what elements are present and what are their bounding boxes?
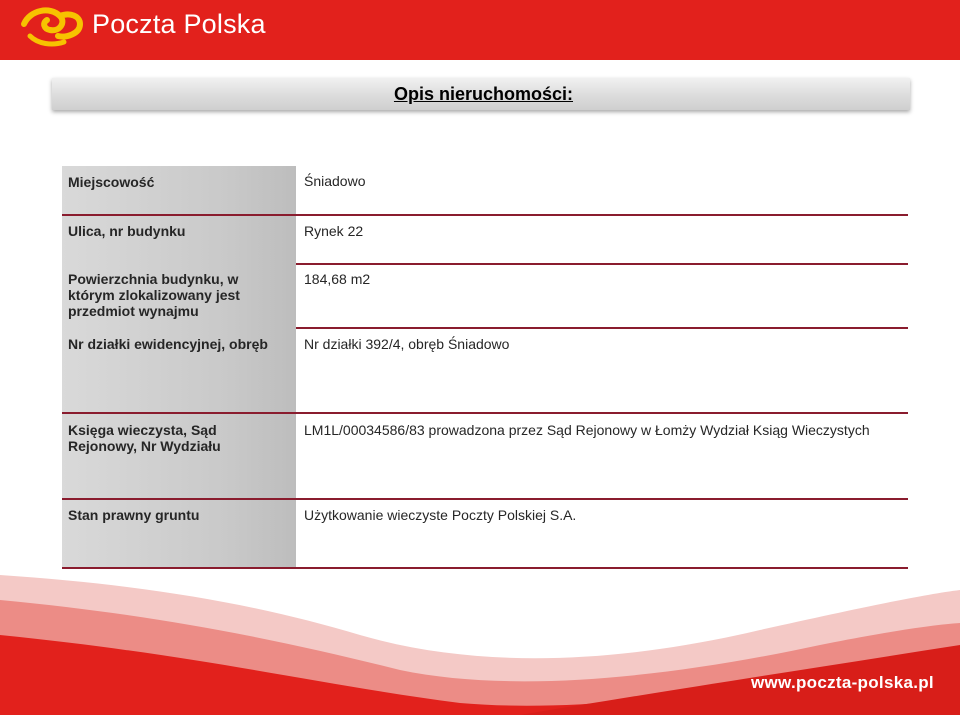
- row-separator: [62, 567, 908, 569]
- footer-url-link[interactable]: www.poczta-polska.pl: [751, 673, 934, 692]
- header-bar: [0, 0, 960, 60]
- posthorn-logo-icon: [20, 6, 84, 48]
- value-miejscowosc: Śniadowo: [304, 173, 366, 189]
- value-nr-dzialki: Nr działki 392/4, obręb Śniadowo: [304, 336, 510, 352]
- value-ulica: Rynek 22: [304, 223, 364, 239]
- brand-name: Poczta Polska: [92, 9, 266, 39]
- value-ksiega-wieczysta: LM1L/00034586/83 prowadzona przez Sąd Rejonowy w Łomży Wydział Ksiąg Wieczystych: [304, 422, 870, 438]
- label-ksiega-wieczysta: Księga wieczysta, Sąd Rejonowy, Nr Wydziału: [68, 422, 221, 454]
- value-powierzchnia: 184,68 m2: [304, 271, 371, 287]
- label-ulica: Ulica, nr budynku: [68, 223, 186, 239]
- label-powierzchnia: Powierzchnia budynku, w którym zlokalizowany jest przedmiot wynajmu: [68, 271, 240, 319]
- row-separator: [296, 263, 908, 265]
- row-separator: [62, 412, 908, 414]
- value-stan-prawny: Użytkowanie wieczyste Poczty Polskiej S.A.: [304, 507, 577, 523]
- title-bar: [52, 78, 910, 110]
- footer-wave: [0, 575, 960, 715]
- label-stan-prawny: Stan prawny gruntu: [68, 507, 200, 523]
- row-separator: [62, 214, 908, 216]
- label-miejscowosc: Miejscowość: [68, 174, 155, 190]
- page-title: Opis nieruchomości:: [393, 84, 573, 104]
- label-nr-dzialki: Nr działki ewidencyjnej, obręb: [68, 336, 268, 352]
- row-separator: [62, 498, 908, 500]
- row-separator: [296, 327, 908, 329]
